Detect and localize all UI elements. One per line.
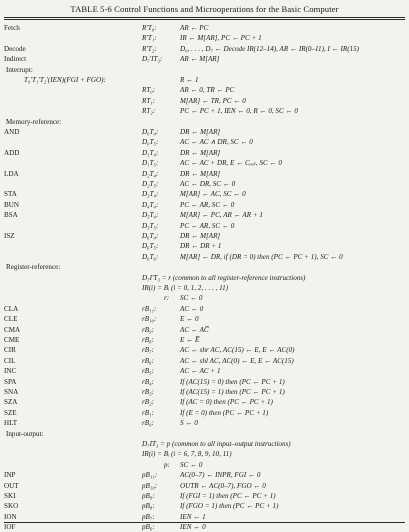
microoperation: PC ← AR, SC ← 0 [180,200,235,209]
section-heading: Register-reference: [6,263,61,272]
row-label: IOF [4,523,16,532]
table-row [0,137,409,147]
control-function: p: [164,460,170,469]
section-heading: Input-output: [6,429,44,438]
microoperation: S ← 0 [180,419,198,428]
microoperation: M[AR] ← AC, SC ← 0 [180,190,246,199]
control-function: rB₈: [142,336,154,344]
row-label: AND [4,128,20,136]
microoperation: M[AR] ← DR, if (DR = 0) then (PC ← PC + 1), SC ← 0 [180,252,343,261]
row-label: SZA [4,398,18,407]
row-label: SPA [4,377,17,386]
row-label: INC [4,367,17,376]
table-row [0,179,409,189]
table-row [0,252,409,262]
microoperation: IEN ← 1 [180,512,206,521]
control-function: rB₀: [142,419,154,428]
table-row [0,491,409,501]
table-row [0,262,409,272]
control-function: D₁T₅: [142,159,159,168]
microoperation: AC ← AC ∧ DR, SC ← 0 [180,138,253,147]
table-row [0,325,409,335]
microoperation: If (FGI = 1) then (PC ← PC + 1) [180,492,276,500]
table-row [0,221,409,231]
control-function: D₀T₅: [142,138,159,147]
row-label: ADD [4,148,20,157]
table-row [0,96,409,106]
microoperation: AC ← AC + 1 [180,367,221,376]
microoperation: AC ← AC̅ [180,325,209,334]
microoperation: DR ← M[AR] [180,169,221,178]
table-row [0,148,409,158]
table-row [0,189,409,199]
control-function: R′T₀: [142,24,157,32]
section-heading: Memory-reference: [6,117,62,126]
table-row [0,387,409,397]
microoperation: DR ← M[AR] [180,148,221,157]
control-condition: D₇IT₃ = p (common to all input–output instructions) [142,440,291,448]
row-label: SZE [4,408,17,417]
microoperation: AR ← M[AR] [180,55,220,64]
table-row [0,283,409,293]
microoperation: If (E = 0) then (PC ← PC + 1) [180,408,269,417]
control-function: D₅T₄: [142,211,159,220]
row-label: CLA [4,304,19,313]
top-rule [4,17,405,18]
table-row [0,54,409,64]
control-function: R′T₁: [142,34,157,43]
section-heading: Interrupt: [6,65,33,74]
top-rule-inner [4,19,405,20]
row-label: T₀′T₁′T₂′(IEN)(FGI + FGO): [24,76,106,84]
row-label: OUT [4,481,19,490]
table-row [0,33,409,43]
table-row [0,366,409,376]
table-row [0,127,409,137]
microoperation: IR ← M[AR], PC ← PC + 1 [180,34,262,43]
table-caption: TABLE 5-6 Control Functions and Microoperations for the Basic Computer [70,4,339,14]
row-label: Fetch [4,24,20,32]
control-function: pB₉: [142,492,155,500]
row-label: ISZ [4,232,15,240]
row-label: CIL [4,356,16,365]
table-row [0,449,409,459]
microoperation: AC ← 0 [180,304,204,313]
control-function: D₃T₄: [142,190,159,199]
microoperation: If (FGO = 1) then (PC ← PC + 1) [180,502,279,511]
table-row [0,512,409,522]
control-function: rB₂: [142,398,154,407]
control-function: RT₀: [142,86,156,95]
control-condition: IR(i) = Bᵢ (i = 6, 7, 8, 9, 10, 11) [142,450,232,459]
control-condition: D₇I′T₃ = r (common to all register-reference instructions) [142,273,306,282]
microoperation: AC ← shr AC, AC(15) ← E, E ← AC(0) [180,346,295,355]
control-function: rB₁: [142,408,154,417]
table-row [0,210,409,220]
row-label: LDA [4,169,19,178]
table-row [0,418,409,428]
control-function: rB₁₁: [142,304,157,313]
microoperation: IEN ← 0 [180,523,206,532]
control-function: D₆T₄: [142,232,159,240]
microoperation: M[AR] ← PC, AR ← AR + 1 [180,211,263,220]
control-function: D₆T₅: [142,242,159,251]
control-function: pB₁₁: [142,471,158,480]
microoperation: AC ← shl AC, AC(0) ← E, E ← AC(15) [180,356,294,365]
microoperation: E ← E̅ [180,336,200,344]
control-function: pB₆: [142,523,155,532]
control-function: D₅T₅: [142,221,159,230]
table-row [0,65,409,75]
control-function: D₂T₄: [142,169,159,178]
table-row [0,273,409,283]
control-function: D₇′IT₃: [142,55,163,64]
microoperation: AR ← PC [180,24,209,32]
table-row [0,158,409,168]
microoperation: R ← 1 [180,76,199,84]
microoperation: OUTR ← AC(0–7), FGO ← 0 [180,481,266,490]
control-function: D₂T₅: [142,180,159,188]
row-label: INP [4,471,16,480]
control-function: rB₁₀: [142,315,157,324]
microoperation: If (AC(15) = 1) then (PC ← PC + 1) [180,388,285,396]
table-row [0,356,409,366]
microoperation: DR ← M[AR] [180,128,221,136]
control-condition: IR(i) = Bᵢ (i = 0, 1, 2, . . . , 11) [142,284,229,292]
control-function: D₆T₆: [142,252,159,261]
row-label: STA [4,190,17,199]
control-function: R′T₂: [142,44,157,53]
control-function: pB₈: [142,502,155,511]
table-row [0,117,409,127]
control-function: rB₄: [142,377,154,386]
table-row [0,106,409,116]
microoperation: AC(0–7) ← INPR, FGI ← 0 [180,471,261,480]
table-row [0,304,409,314]
control-function: pB₁₀: [142,481,158,490]
table-row [0,75,409,85]
table-row [0,345,409,355]
control-function: D₀T₄: [142,128,159,136]
table-row [0,481,409,491]
microoperation: PC ← AR, SC ← 0 [180,221,235,230]
table-row [0,470,409,480]
row-label: Decode [4,44,26,53]
control-function: pB₇: [142,512,155,521]
table-row [0,501,409,511]
control-function: r: [164,294,170,303]
row-label: CME [4,336,20,344]
table-row [0,429,409,439]
bottom-rule [4,522,405,523]
microoperation: SC ← 0 [180,294,203,303]
table-row [0,200,409,210]
microoperation: AC ← DR, SC ← 0 [180,180,236,188]
table-row [0,460,409,470]
control-function: rB₆: [142,356,154,365]
control-function: D₁T₄: [142,148,159,157]
table-row [0,314,409,324]
table-row [0,231,409,241]
microoperation: DR ← DR + 1 [180,242,222,251]
microoperation: D₀, . . . , D₇ ← Decode IR(12–14), AR ← IR(0–11), I ← IR(15) [180,44,360,53]
microoperation: PC ← PC + 1, IEN ← 0, R ← 0, SC ← 0 [180,107,298,116]
control-function: rB₉: [142,325,154,334]
table-row [0,23,409,33]
row-label: Indirect [4,55,27,64]
row-label: CLE [4,315,18,324]
microoperation: E ← 0 [180,315,199,324]
table-row [0,335,409,345]
table-row [0,377,409,387]
row-label: SKI [4,492,16,500]
table-row [0,44,409,54]
microoperation: AR ← 0, TR ← PC [180,86,235,95]
row-label: HLT [4,419,18,428]
table-row [0,169,409,179]
row-label: CIR [4,346,16,355]
table-row [0,439,409,449]
row-label: SNA [4,388,19,396]
table-row [0,241,409,251]
row-label: SKO [4,502,19,511]
microoperation: AC ← AC + DR, E ← Cₒᵤₜ, SC ← 0 [180,159,282,168]
microoperation: If (AC = 0) then (PC ← PC + 1) [180,398,273,407]
control-function: rB₇: [142,346,154,355]
table-row [0,408,409,418]
control-function: RT₁: [142,96,156,105]
control-function: rB₅: [142,367,154,376]
row-label: BSA [4,211,18,220]
row-label: CMA [4,325,21,334]
microoperation: If (AC(15) = 0) then (PC ← PC + 1) [180,377,285,386]
table-row [0,397,409,407]
microoperation: M[AR] ← TR, PC ← 0 [180,96,246,105]
microoperation: SC ← 0 [180,460,203,469]
microoperation: DR ← M[AR] [180,232,221,240]
control-function: D₄T₄: [142,200,159,209]
control-function: rB₃: [142,388,154,396]
row-label: ION [4,512,17,521]
control-function: RT₂: [142,107,156,116]
row-label: BUN [4,200,19,209]
table-row [0,293,409,303]
table-row [0,85,409,95]
